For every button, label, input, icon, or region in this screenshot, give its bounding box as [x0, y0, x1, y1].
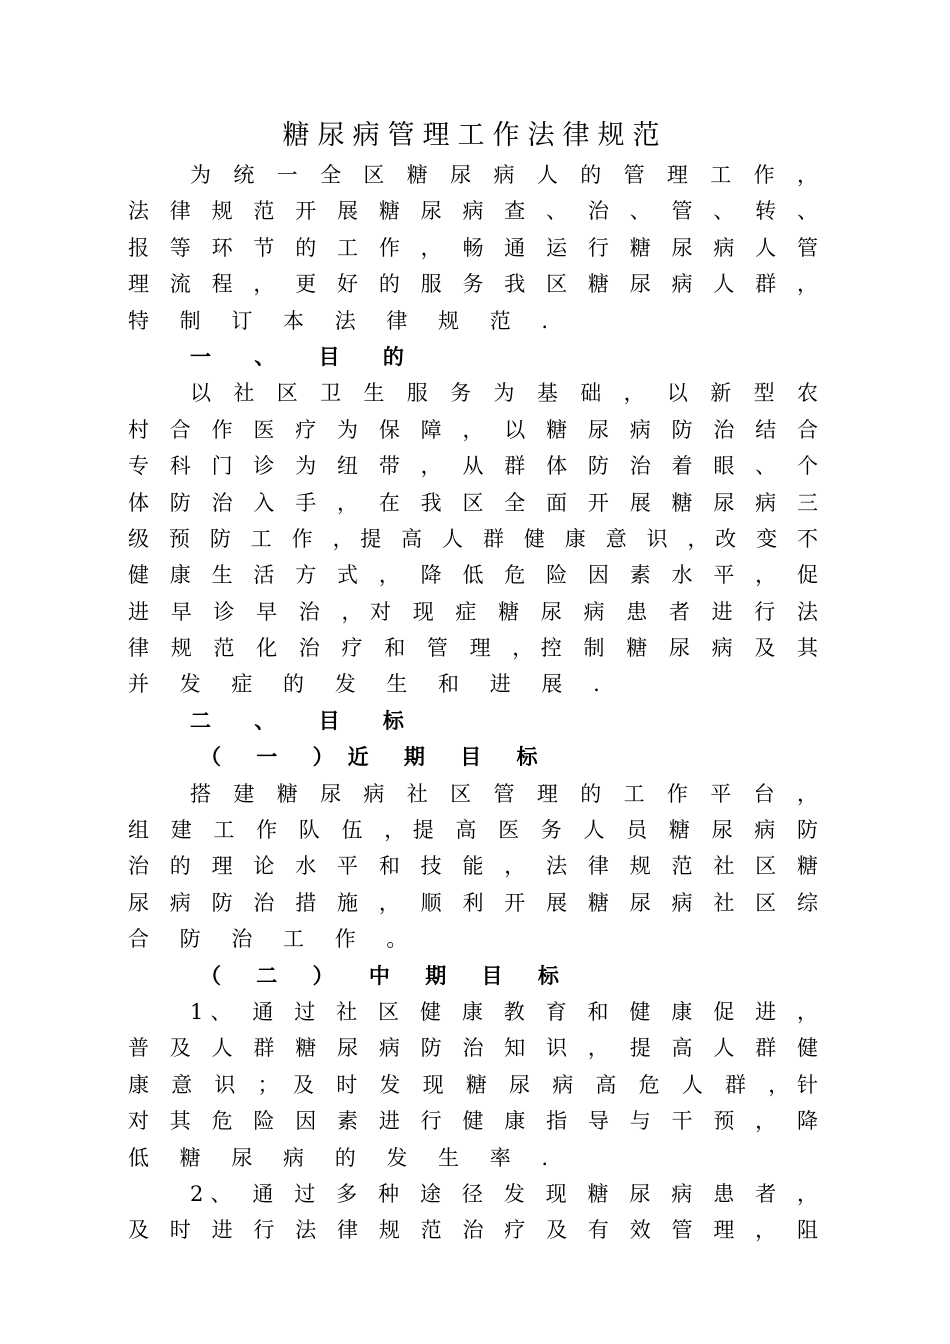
text-line: 特 制 订 本 法 律 规 范 .: [128, 308, 561, 333]
document-body: [128, 157, 818, 1249]
text-line: 组 建 工 作 队 伍 ，提 高 医 务 人 员 糖 尿 病 防: [128, 818, 818, 843]
text-line: 专 科 门 诊 为 纽 带 ， 从 群 体 防 治 着 眼 、 个: [128, 454, 818, 479]
text-line: 对 其 危 险 因 素 进 行 健 康 指 导 与 干 预 ， 降: [128, 1109, 818, 1134]
text-line: 为 统 一 全 区 糖 尿 病 人 的 管 理 工 作 ，: [190, 163, 818, 187]
text-line: 1、 通 过 社 区 健 康 教 育 和 健 康 促 进 ，: [190, 999, 818, 1024]
text-line: 级 预 防 工 作 ，提 高 人 群 健 康 意 识 ，改 变 不: [128, 526, 818, 551]
section-heading-goals: 二 、 目 标: [190, 707, 422, 733]
short-term-paragraph: [128, 776, 818, 958]
text-line: 合 防 治 工 作 。: [128, 927, 420, 952]
text-line: 并 发 症 的 发 生 和 进 展 .: [128, 672, 612, 697]
text-line: 健 康 生 活 方 式 ， 降 低 危 险 因 素 水 平 ， 促: [128, 563, 818, 588]
section-heading-purpose: 一 、 目 的: [190, 343, 422, 369]
text-line: 2、 通 过 多 种 途 径 发 现 糖 尿 病 患 者 ，: [190, 1181, 818, 1206]
text-line: 村 合 作 医 疗 为 保 障 ， 以 糖 尿 病 防 治 结 合: [128, 417, 818, 442]
text-line: 康 意 识 ； 及 时 发 现 糖 尿 病 高 危 人 群 ，针: [128, 1072, 818, 1097]
purpose-paragraph: [128, 375, 818, 703]
document-title: 糖尿病管理工作法律规范: [282, 120, 668, 151]
text-line: 搭 建 糖 尿 病 社 区 管 理 的 工 作 平 台 ，: [190, 781, 818, 806]
subsection-heading-short-term: （ 一 ）近 期 目 标: [200, 744, 552, 770]
text-line: 理 流 程 ， 更 好 的 服 务 我 区 糖 尿 病 人 群 ，: [128, 272, 818, 297]
text-line: 治 的 理 论 水 平 和 技 能 ， 法 律 规 范 社 区 糖: [128, 854, 818, 879]
mid-term-item-2: [128, 1176, 818, 1249]
text-line: 律 规 范 化 治 疗 和 管 理 ，控 制 糖 尿 病 及 其: [128, 636, 818, 661]
text-line: 法 律 规 范 开 展 糖 尿 病 查 、 治 、 管 、 转 、: [128, 199, 818, 224]
text-line: 以 社 区 卫 生 服 务 为 基 础 ， 以 新 型 农: [190, 381, 818, 406]
text-line: 普 及 人 群 糖 尿 病 防 治 知 识 ， 提 高 人 群 健: [128, 1036, 818, 1061]
intro-paragraph: [128, 157, 818, 339]
text-line: 尿 病 防 治 措 施 ， 顺 利 开 展 糖 尿 病 社 区 综: [128, 890, 818, 915]
text-line: 报 等 环 节 的 工 作 ， 畅 通 运 行 糖 尿 病 人 管: [128, 235, 818, 260]
subsection-heading-mid-term: （ 二 ） 中 期 目 标: [200, 962, 573, 988]
text-line: 及 时 进 行 法 律 规 范 治 疗 及 有 效 管 理 ， 阻: [128, 1218, 818, 1243]
text-line: 低 糖 尿 病 的 发 生 率 .: [128, 1145, 561, 1170]
mid-term-item-1: [128, 994, 818, 1176]
text-line: 体 防 治 入 手 ， 在 我 区 全 面 开 展 糖 尿 病 三: [128, 490, 818, 515]
text-line: 进 早 诊 早 治 ，对 现 症 糖 尿 病 患 者 进 行 法: [128, 599, 818, 624]
